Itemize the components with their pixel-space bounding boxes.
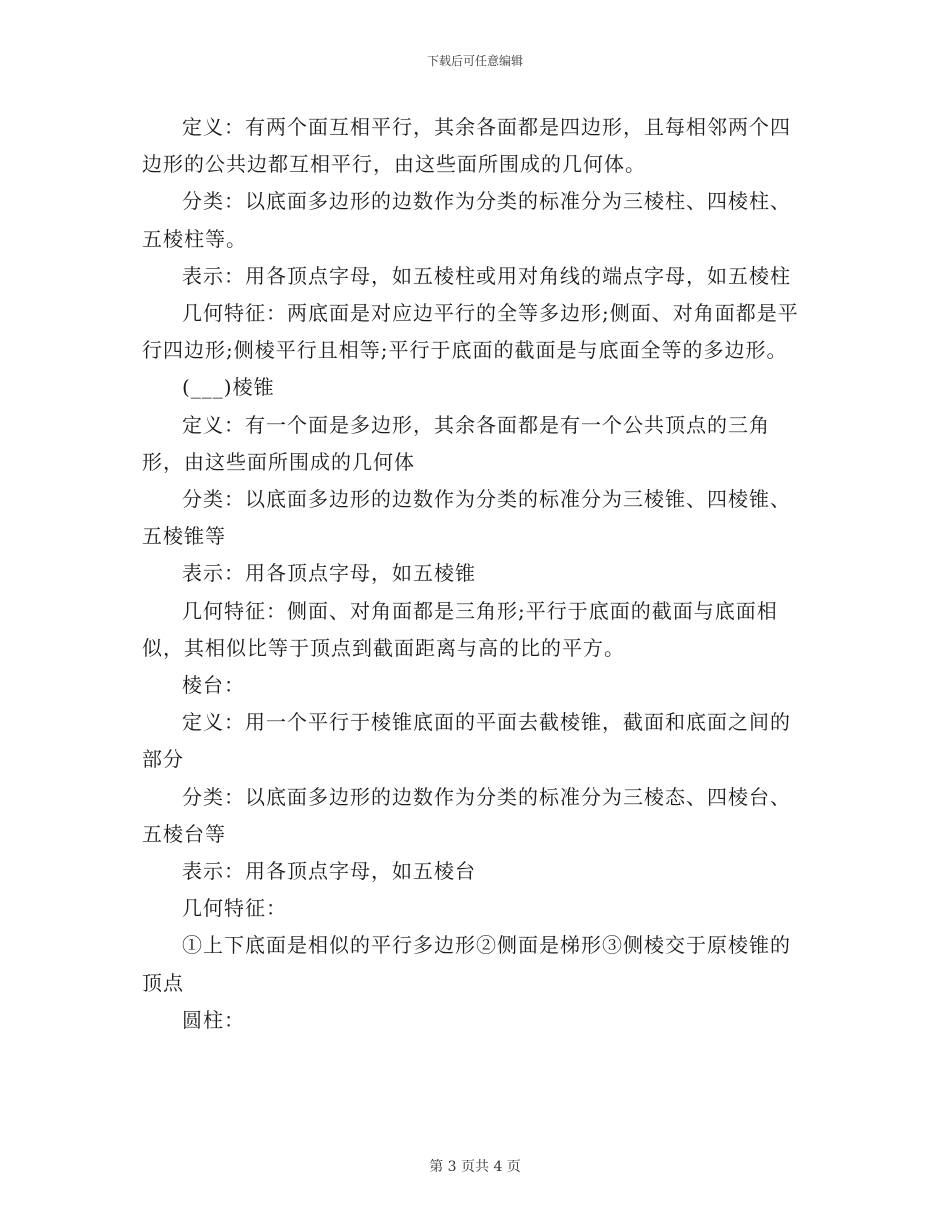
paragraph-pyramid-definition: 定义：有一个面是多边形，其余各面都是有一个公共顶点的三角形，由这些面所围成的几何体 [142, 412, 770, 474]
paragraph-frustum-notation: 表示：用各顶点字母，如五棱台 [182, 859, 476, 884]
paragraph-pyramid-notation: 表示：用各顶点字母，如五棱锥 [182, 561, 476, 586]
paragraph-prism-features: 几何特征：两底面是对应边平行的全等多边形;侧面、对角面都是平行四边形;侧棱平行且相等;平行于底面的截面是与底面全等的多边形。 [142, 301, 799, 363]
paragraph-frustum-definition: 定义：用一个平行于棱锥底面的平面去截棱锥，截面和底面之间的部分 [142, 710, 791, 772]
section-heading-cylinder: 圆柱： [182, 1007, 245, 1032]
section-heading-pyramid: (___)棱锥 [182, 375, 275, 400]
paragraph-frustum-classification: 分类：以底面多边形的边数作为分类的标准分为三棱态、四棱台、五棱台等 [142, 784, 791, 846]
section-heading-frustum: 棱台： [182, 673, 245, 698]
paragraph-prism-notation: 表示：用各顶点字母，如五棱柱或用对角线的端点字母，如五棱柱 [182, 263, 791, 288]
paragraph-frustum-features-list: ①上下底面是相似的平行多边形②侧面是梯形③侧棱交于原棱锥的顶点 [142, 933, 791, 995]
page-header: 下载后可任意编辑 [426, 54, 523, 68]
paragraph-pyramid-features: 几何特征：侧面、对角面都是三角形;平行于底面的截面与底面相似，其相似比等于顶点到截面距离与高的比的平方。 [142, 598, 778, 660]
document-body [142, 109, 810, 1039]
paragraph-prism-classification: 分类：以底面多边形的边数作为分类的标准分为三棱柱、四棱柱、五棱柱等。 [142, 189, 791, 251]
paragraph-prism-definition: 定义：有两个面互相平行，其余各面都是四边形，且每相邻两个四边形的公共边都互相平行，由这些面所围成的几何体。 [142, 115, 791, 177]
paragraph-frustum-features-label: 几何特征： [182, 896, 287, 921]
paragraph-pyramid-classification: 分类：以底面多边形的边数作为分类的标准分为三棱锥、四棱锥、五棱锥等 [142, 487, 791, 549]
page-footer: 第 3 页共 4 页 [429, 1159, 521, 1175]
